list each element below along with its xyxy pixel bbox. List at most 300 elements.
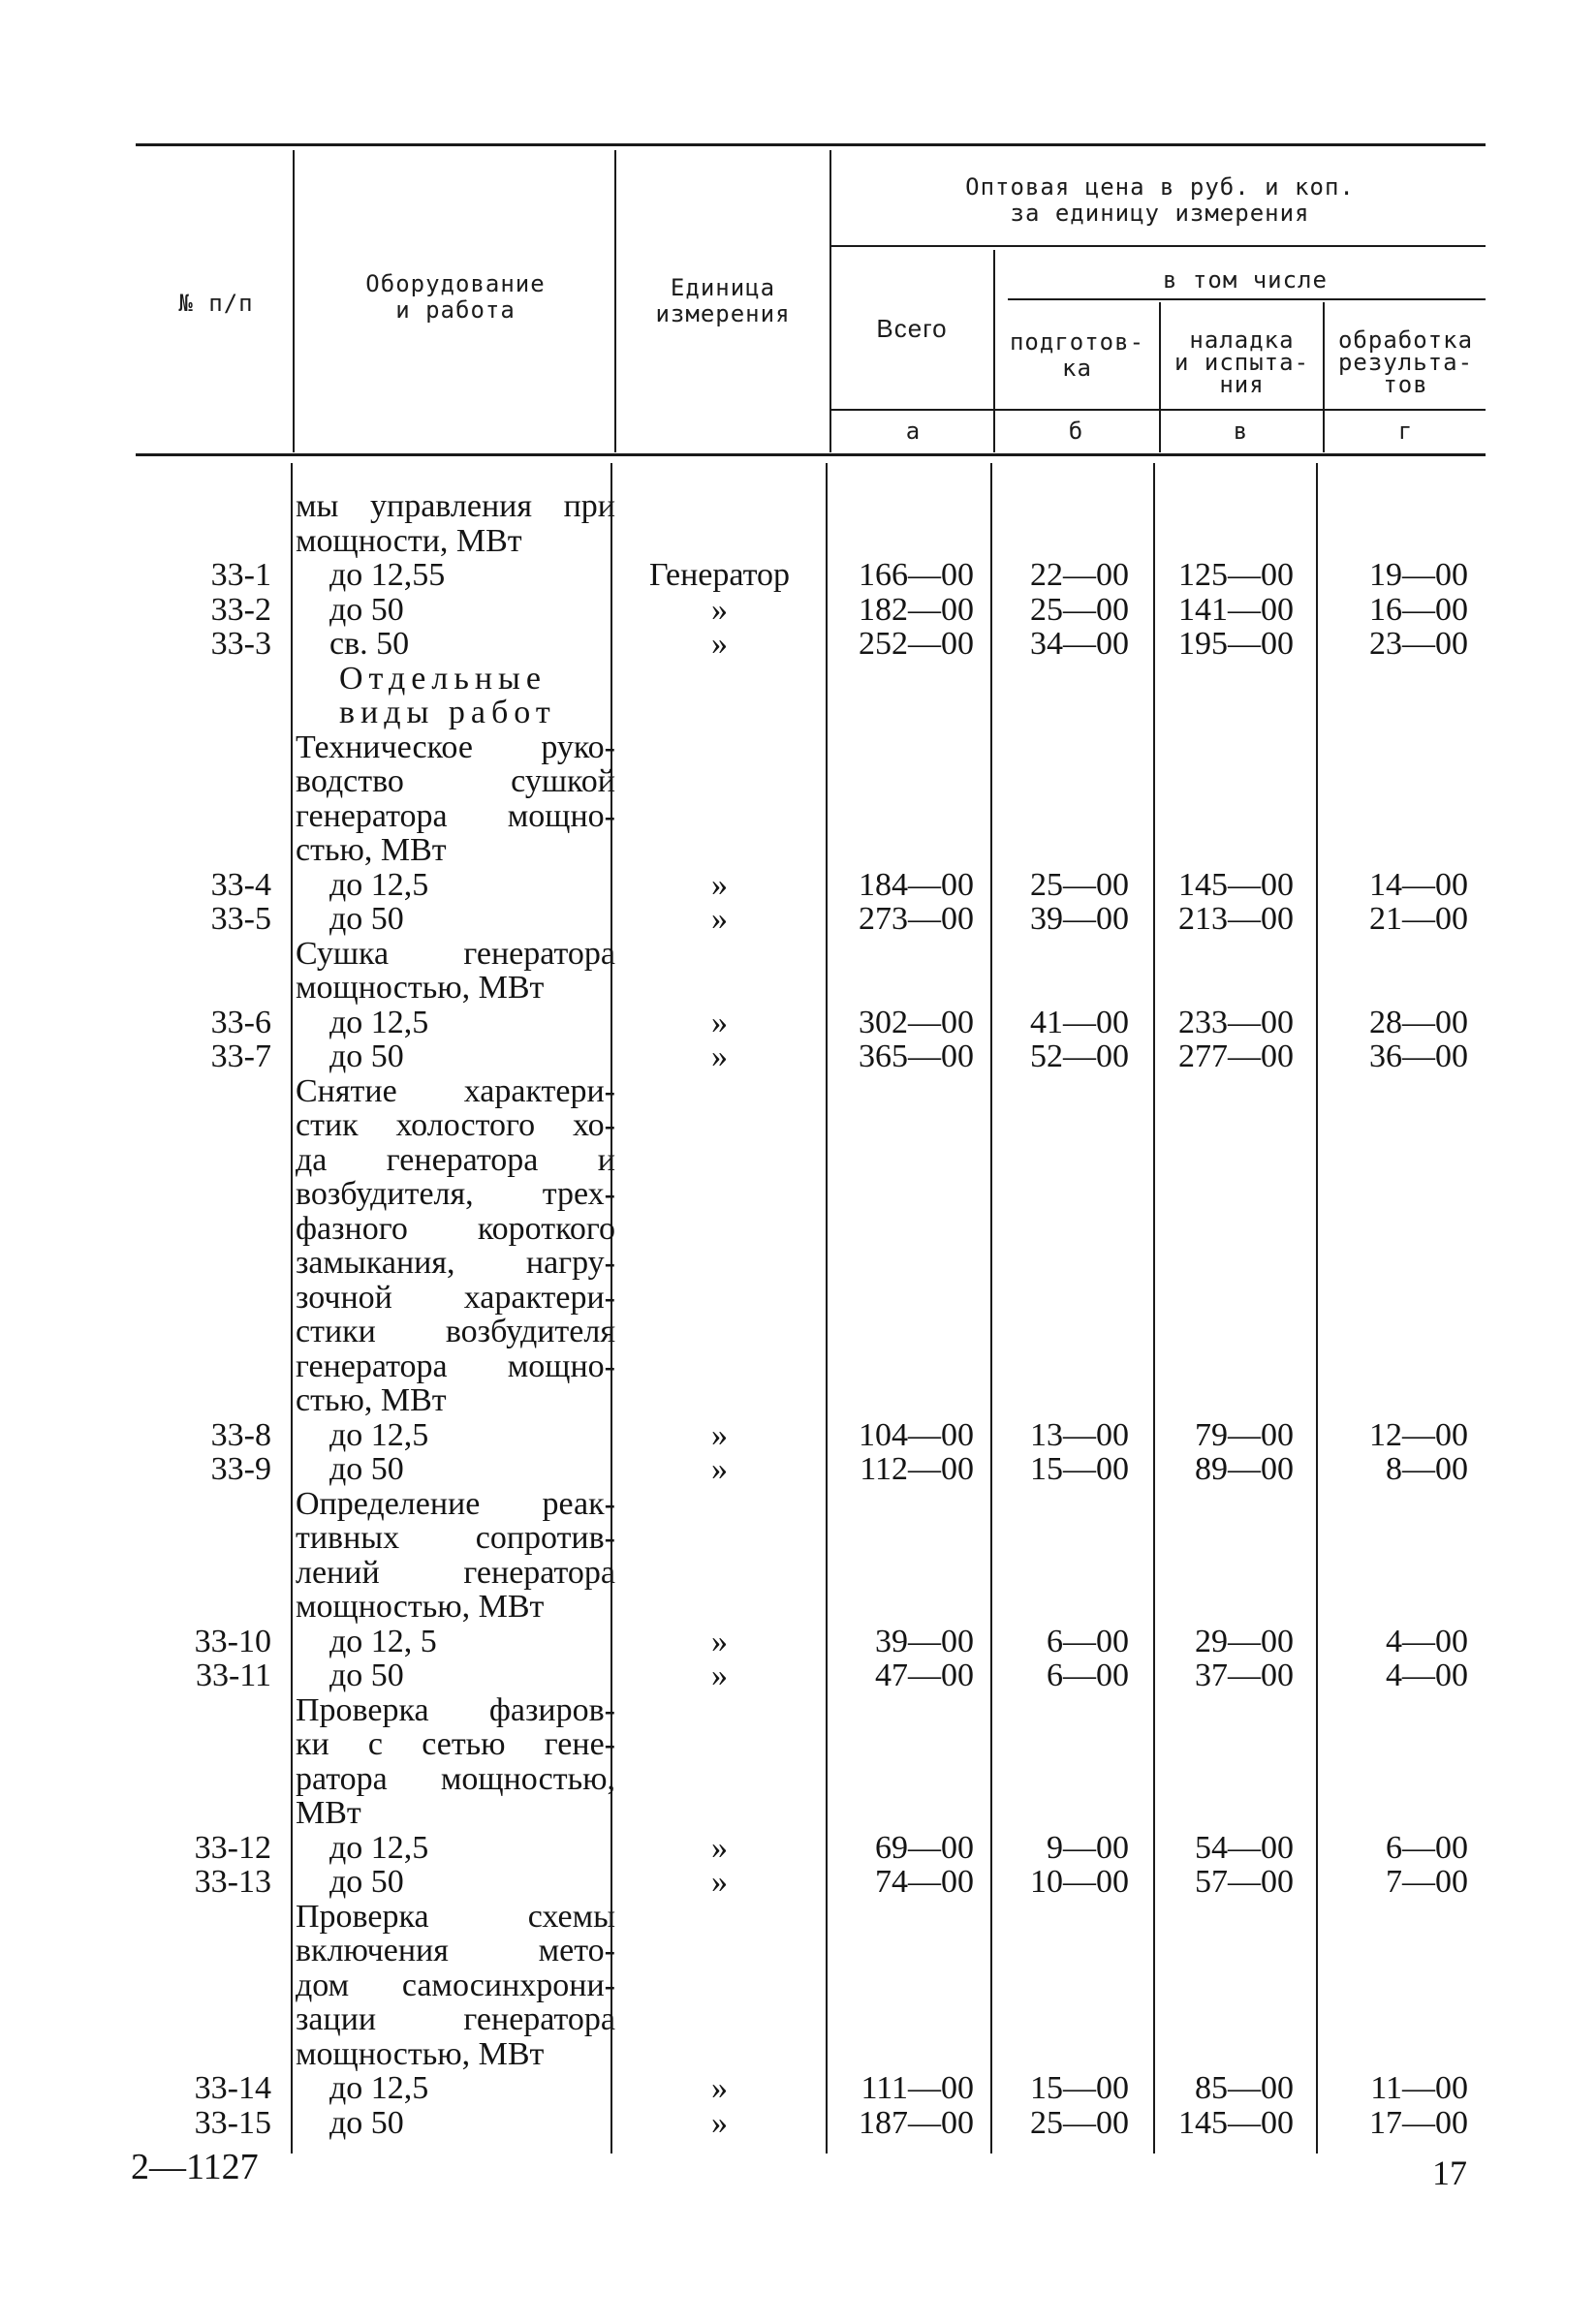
header-divider-3 [829,150,831,452]
row-description: до 50 [329,1038,404,1074]
row-unit [615,1796,824,1831]
row-price-total: 273—00 [859,901,974,937]
table-row [136,1212,1473,1247]
table-row [136,1177,1473,1212]
table-row [136,524,1473,559]
row-unit [615,1900,824,1935]
table-row [136,1762,1473,1797]
row-price-adjustment [1148,1521,1294,1556]
row-number: 33-13 [194,1864,271,1900]
table-row [136,799,1473,834]
row-price-processing [1313,1212,1468,1247]
row-unit [615,1968,824,2003]
row-price-adjustment [1148,1556,1294,1591]
row-price-total [829,696,974,730]
row-number [136,1556,271,1591]
row-unit [615,1177,824,1212]
table-row [136,1625,1473,1659]
row-number: 33-6 [210,1004,271,1040]
row-price-processing [1313,662,1468,697]
row-price-processing [1313,1590,1468,1625]
row-description: мы управления при [296,488,615,524]
row-number: 33-9 [210,1451,271,1487]
row-price-preparation [988,1487,1129,1522]
row-price-total [829,1212,974,1247]
table-row [136,1108,1473,1143]
row-price-total: 74—00 [875,1864,974,1900]
row-price-total [829,1796,974,1831]
price-table-body [136,489,1473,2140]
row-number [136,1796,271,1831]
row-unit: » [711,1658,728,1693]
row-price-preparation [988,1796,1129,1831]
row-price-total [829,1246,974,1281]
row-price-preparation [988,1383,1129,1418]
row-unit: » [711,901,728,937]
table-row [136,2002,1473,2037]
row-number [136,1074,271,1109]
row-price-total: 182—00 [859,591,974,628]
row-price-processing: 36—00 [1369,1038,1468,1074]
row-price-adjustment: 145—00 [1178,2104,1294,2141]
row-price-preparation [988,2037,1129,2072]
row-description: да генератора и [296,1141,615,1178]
row-price-preparation [988,1727,1129,1762]
row-price-processing: 4—00 [1386,1658,1468,1693]
header-process-line-1: обработка [1337,326,1474,354]
row-price-adjustment [1148,1212,1294,1247]
row-number: 33-14 [194,2070,271,2106]
row-price-total [829,971,974,1006]
row-price-total [829,1281,974,1316]
row-price-adjustment [1148,1934,1294,1968]
row-price-processing: 7—00 [1386,1864,1468,1900]
row-price-preparation [988,2002,1129,2037]
row-price-processing [1313,1281,1468,1316]
table-row [136,1658,1473,1693]
table-row [136,2037,1473,2072]
table-row [136,1693,1473,1728]
row-unit [615,1074,824,1109]
header-adjust-line-2: и испыта- [1174,349,1310,376]
row-unit [615,764,824,799]
row-number [136,1349,271,1384]
row-price-processing [1313,2002,1468,2037]
row-price-processing: 11—00 [1370,2070,1468,2106]
row-price-adjustment: 79—00 [1195,1416,1294,1453]
row-unit [615,1143,824,1178]
row-price-preparation [988,1968,1129,2003]
row-description: св. 50 [329,626,410,662]
table-row [136,489,1473,524]
row-price-processing [1313,1143,1468,1178]
row-number [136,1281,271,1316]
row-price-adjustment [1148,1246,1294,1281]
row-price-processing [1313,1315,1468,1349]
row-unit [615,1521,824,1556]
row-price-total: 184—00 [859,866,974,903]
row-price-preparation [988,1762,1129,1797]
row-price-processing [1313,1796,1468,1831]
row-price-adjustment [1148,696,1294,730]
row-price-total [829,1590,974,1625]
table-row [136,1590,1473,1625]
row-unit [615,937,824,972]
row-price-adjustment [1148,1383,1294,1418]
table-row [136,1727,1473,1762]
row-price-preparation [988,937,1129,972]
row-price-total [829,764,974,799]
table-row [136,627,1473,662]
header-divider-4 [993,250,995,452]
table-row [136,593,1473,628]
row-price-total [829,1556,974,1591]
header-divider-1 [293,150,295,452]
row-price-total [829,1968,974,2003]
row-unit: » [711,1829,728,1866]
table-row [136,764,1473,799]
row-price-adjustment: 145—00 [1178,866,1294,903]
row-number [136,662,271,697]
row-price-adjustment [1148,1796,1294,1831]
row-price-adjustment [1148,2037,1294,2072]
table-row [136,1246,1473,1281]
row-price-adjustment [1148,1590,1294,1625]
row-price-preparation [988,1556,1129,1591]
row-price-preparation [988,833,1129,868]
row-price-total [829,2037,974,2072]
row-price-adjustment: 89—00 [1195,1451,1294,1487]
table-row [136,1796,1473,1831]
header-process-line-2: результа- [1337,349,1474,376]
row-price-adjustment [1148,1143,1294,1178]
row-unit [615,730,824,765]
table-row [136,2106,1473,2141]
row-price-processing [1313,1556,1468,1591]
row-description: до 12,5 [329,1004,429,1040]
table-row [136,1934,1473,1968]
table-row [136,1006,1473,1040]
row-price-processing [1313,799,1468,834]
row-price-total [829,1383,974,1418]
row-price-preparation: 9—00 [1047,1829,1129,1866]
row-price-adjustment [1148,489,1294,524]
row-description: фазного короткого [296,1210,615,1247]
row-description: генератора мощно- [296,1348,615,1384]
row-number: 33-1 [210,557,271,593]
row-number [136,1383,271,1418]
row-price-processing [1313,764,1468,799]
row-price-adjustment: 85—00 [1195,2070,1294,2106]
table-row [136,1452,1473,1487]
row-description: стики возбудителя [296,1314,615,1349]
header-prep-line-1: подготов- [1009,328,1145,356]
row-price-total [829,799,974,834]
row-description: Техническое руко- [296,728,615,765]
header-price-rule [831,245,1486,247]
row-number [136,1693,271,1728]
row-number [136,764,271,799]
row-number [136,2002,271,2037]
table-row [136,1074,1473,1109]
table-row [136,1831,1473,1866]
row-price-total: 252—00 [859,626,974,662]
table-row [136,833,1473,868]
row-price-total: 365—00 [859,1038,974,1074]
row-description: ки с сетью гене- [296,1726,615,1762]
header-process-line-3: тов [1383,371,1428,398]
row-price-preparation [988,696,1129,730]
header-unit-line-1: Единица [670,274,776,301]
row-unit: » [711,2104,728,2141]
header-top-rule [136,143,1486,146]
header-adjust [1163,326,1321,398]
row-price-processing [1313,1968,1468,2003]
row-price-adjustment [1148,1177,1294,1212]
row-price-adjustment: 37—00 [1195,1658,1294,1693]
row-number: 33-8 [210,1416,271,1453]
row-description: ратора мощностью, [296,1760,615,1797]
header-incl-text: в том числе [1163,266,1328,294]
row-price-processing: 19—00 [1369,557,1468,593]
row-price-preparation: 34—00 [1030,626,1129,662]
table-row [136,1143,1473,1178]
row-price-adjustment [1148,937,1294,972]
table-row [136,1968,1473,2003]
row-price-total: 166—00 [859,557,974,593]
row-price-adjustment: 277—00 [1178,1038,1294,1074]
row-price-preparation [988,1074,1129,1109]
row-description: включения мето- [296,1933,615,1968]
row-description: до 12,55 [329,557,446,593]
row-unit: » [711,591,728,628]
row-price-total [829,1349,974,1384]
header-unit [620,275,826,327]
row-price-processing [1313,1521,1468,1556]
table-row [136,937,1473,972]
row-description: до 50 [329,1864,404,1900]
row-description: до 50 [329,901,404,937]
row-number [136,1934,271,1968]
row-price-total [829,1074,974,1109]
table-row [136,868,1473,903]
row-unit: » [711,1864,728,1900]
table-row [136,1349,1473,1384]
row-price-processing [1313,1487,1468,1522]
row-price-adjustment [1148,1281,1294,1316]
row-price-adjustment: 125—00 [1178,557,1294,593]
header-letter-v [1161,418,1321,445]
row-price-processing [1313,1177,1468,1212]
table-row [136,1315,1473,1349]
row-description: Проверка фазиров- [296,1691,615,1728]
row-unit [615,1693,824,1728]
row-number [136,1727,271,1762]
row-price-preparation [988,1349,1129,1384]
row-description: мощности, МВт [296,522,522,559]
row-price-processing: 14—00 [1369,866,1468,903]
header-bottom-rule [136,453,1486,456]
row-price-preparation: 6—00 [1047,1623,1129,1659]
row-description: зочной характери- [296,1279,615,1316]
row-description: зации генератора [296,2001,615,2037]
row-description: генератора мощно- [296,797,615,834]
table-row [136,1487,1473,1522]
row-price-processing [1313,1900,1468,1935]
row-price-preparation [988,662,1129,697]
row-number: 33-12 [194,1829,271,1866]
row-price-adjustment: 233—00 [1178,1004,1294,1040]
row-price-total: 187—00 [859,2104,974,2141]
row-description: мощностью, МВт [296,1589,545,1625]
row-number: 33-10 [194,1623,271,1659]
header-num-text: № п/п [178,290,254,317]
row-number [136,696,271,730]
row-price-preparation [988,1177,1129,1212]
row-number [136,730,271,765]
row-price-total [829,1900,974,1935]
row-description: мощностью, МВт [296,2035,545,2072]
row-price-adjustment [1148,1968,1294,2003]
row-price-adjustment [1148,524,1294,559]
row-unit [615,1556,824,1591]
table-row [136,558,1473,593]
row-price-total: 47—00 [875,1658,974,1693]
row-price-processing [1313,1246,1468,1281]
row-unit [615,1349,824,1384]
row-price-preparation: 25—00 [1030,866,1129,903]
row-unit [615,662,824,697]
table-row [136,1900,1473,1935]
row-price-preparation: 10—00 [1030,1864,1129,1900]
row-unit [615,1383,824,1418]
row-description: до 12, 5 [329,1623,437,1659]
row-number: 33-15 [194,2104,271,2141]
row-price-processing [1313,1108,1468,1143]
row-unit [615,696,824,730]
row-price-adjustment [1148,1762,1294,1797]
row-price-total: 104—00 [859,1416,974,1453]
row-unit [615,489,824,524]
row-description: возбудителя, трех- [296,1176,615,1212]
row-price-total: 111—00 [861,2070,974,2106]
row-description: Отдельные [339,660,547,697]
row-price-adjustment [1148,764,1294,799]
row-price-total [829,524,974,559]
header-equipment-line-2: и работа [395,296,516,324]
row-price-adjustment [1148,730,1294,765]
row-unit [615,1727,824,1762]
row-price-adjustment [1148,1074,1294,1109]
row-description: до 50 [329,591,404,628]
row-price-preparation [988,524,1129,559]
row-price-preparation [988,1108,1129,1143]
row-price-adjustment: 141—00 [1178,591,1294,628]
table-row [136,2071,1473,2106]
row-price-processing [1313,1074,1468,1109]
row-price-preparation [988,1590,1129,1625]
header-unit-line-2: измерения [655,300,791,327]
row-price-processing [1313,696,1468,730]
header-letter-g [1326,418,1486,445]
row-price-preparation: 39—00 [1030,901,1129,937]
row-description: до 50 [329,1658,404,1693]
row-price-total [829,1108,974,1143]
row-price-total [829,730,974,765]
row-number [136,524,271,559]
row-number: 33-2 [210,591,271,628]
row-description: Снятие характери- [296,1072,615,1109]
row-price-adjustment: 57—00 [1195,1864,1294,1900]
row-price-adjustment [1148,833,1294,868]
page-number: 17 [1432,2154,1467,2192]
row-number: 33-4 [210,866,271,903]
row-unit: » [711,626,728,662]
row-price-preparation [988,730,1129,765]
row-description: стью, МВт [296,1382,447,1418]
header-divider-6 [1323,302,1325,452]
row-number [136,1212,271,1247]
row-price-preparation: 52—00 [1030,1038,1129,1074]
row-price-preparation [988,1246,1129,1281]
header-prep-line-2: ка [1062,355,1092,382]
row-price-processing [1313,1727,1468,1762]
table-row [136,1383,1473,1418]
table-row [136,971,1473,1006]
row-price-total [829,2002,974,2037]
row-price-total [829,1934,974,1968]
row-price-processing [1313,1383,1468,1418]
header-num [143,291,289,317]
row-number [136,489,271,524]
row-price-processing [1313,1934,1468,1968]
row-price-preparation: 15—00 [1030,1451,1129,1487]
row-unit: » [711,1004,728,1040]
header-equipment [300,271,610,324]
row-price-processing: 16—00 [1369,591,1468,628]
header-letter-b [996,418,1156,445]
row-price-processing: 23—00 [1369,626,1468,662]
row-number [136,1521,271,1556]
row-price-total [829,1487,974,1522]
row-description: до 12,5 [329,1416,429,1453]
row-price-total [829,833,974,868]
row-price-adjustment [1148,1727,1294,1762]
row-number [136,799,271,834]
header-price-title [835,174,1485,227]
header-equipment-line-1: Оборудование [365,270,546,297]
row-price-preparation [988,764,1129,799]
table-row [136,662,1473,697]
row-number: 33-5 [210,901,271,937]
row-unit [615,1934,824,1968]
row-number [136,971,271,1006]
row-unit [615,1108,824,1143]
row-number [136,1900,271,1935]
row-description: дом самосинхрони- [296,1967,615,2003]
table-row [136,1556,1473,1591]
row-price-adjustment [1148,2002,1294,2037]
row-price-total: 112—00 [860,1451,974,1487]
table-row [136,696,1473,730]
row-price-total: 39—00 [875,1623,974,1659]
row-description: мощностью, МВт [296,970,545,1006]
row-price-preparation [988,971,1129,1006]
row-price-adjustment [1148,1487,1294,1522]
row-number: 33-7 [210,1038,271,1074]
header-adjust-line-3: ния [1219,371,1265,398]
row-price-total [829,1177,974,1212]
